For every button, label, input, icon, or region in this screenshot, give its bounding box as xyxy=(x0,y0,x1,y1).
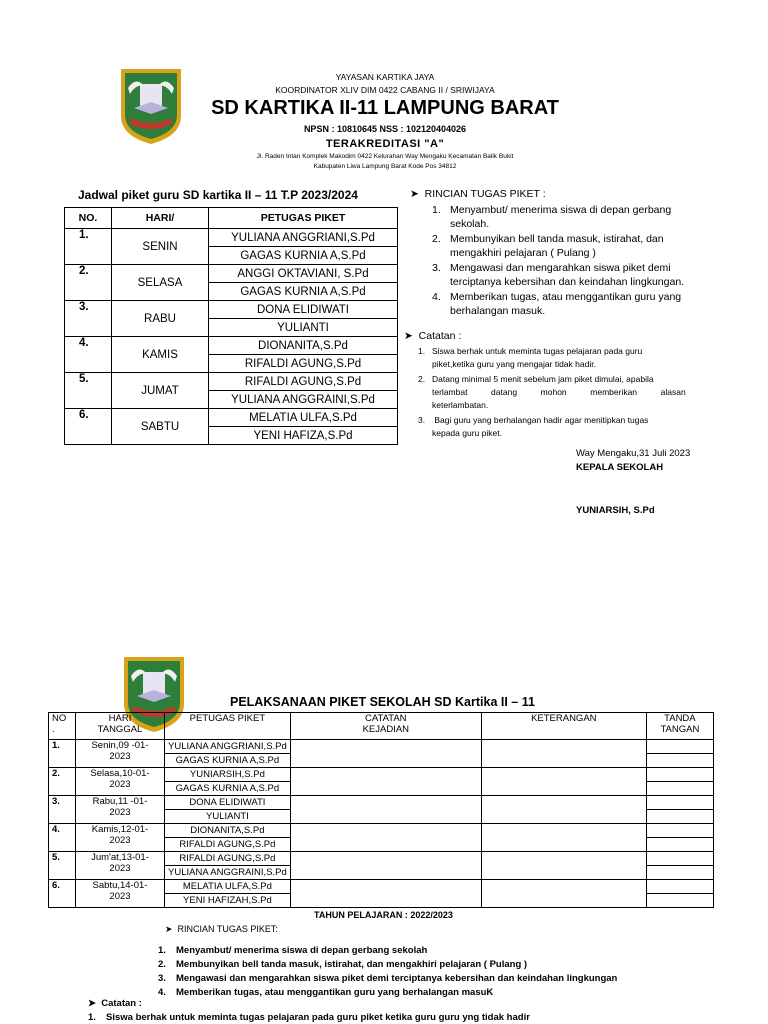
log-no: 6. xyxy=(49,880,76,908)
duty-line: berhalangan masuk. xyxy=(450,305,546,317)
log-col-notes: CATATAN KEJADIAN xyxy=(290,713,481,740)
log-sign-cell[interactable] xyxy=(646,824,713,838)
page2-duty-text: Memberikan tugas, atau menggantikan guru yang berhalangan masuK xyxy=(176,987,494,998)
log-day: Jum'at,13-01- 2023 xyxy=(76,852,165,880)
page2-duty-item xyxy=(158,944,758,958)
schedule-day: SELASA xyxy=(112,265,209,301)
duty-text xyxy=(450,290,681,318)
schedule-row xyxy=(65,265,398,283)
log-row xyxy=(49,768,714,782)
log-staff: YULIANTI xyxy=(165,810,291,824)
log-col-remarks: KETERANGAN xyxy=(481,713,646,740)
note-item xyxy=(418,345,700,371)
duties-heading: RINCIAN TUGAS PIKET : xyxy=(424,188,546,200)
page2-duty-text: Mengawasi dan mengarahkan siswa piket demi terciptanya kebersihan dan keindahan lingkungan xyxy=(176,973,618,984)
log-staff: DONA ELIDIWATI xyxy=(165,796,291,810)
schedule-staff: RIFALDI AGUNG,S.Pd xyxy=(209,355,398,373)
schedule-row xyxy=(65,373,398,391)
duty-item xyxy=(432,232,710,260)
page2-duty-item xyxy=(158,958,758,972)
arrow-bullet-icon: ➤ xyxy=(88,998,102,1009)
address-line-2: Kabupaten Liwa Lampung Barat Kode Pos 34812 xyxy=(313,163,457,170)
log-staff: GAGAS KURNIA A,S.Pd xyxy=(165,754,291,768)
duty-number: 4. xyxy=(432,291,441,303)
note-number: 1. xyxy=(418,346,426,356)
duty-number: 1. xyxy=(432,204,441,216)
school-name: SD KARTIKA II-11 LAMPUNG BARAT xyxy=(211,97,559,119)
schedule-row xyxy=(65,409,398,427)
sign-place-date: Way Mengaku,31 Juli 2023 xyxy=(576,448,691,459)
schedule-row xyxy=(65,229,398,247)
duty-number: 2. xyxy=(432,233,441,245)
schedule-day: JUMAT xyxy=(112,373,209,409)
col-no-header: NO. xyxy=(65,208,112,229)
schedule-staff: ANGGI OKTAVIANI, S.Pd xyxy=(209,265,398,283)
log-staff: RIFALDI AGUNG,S.Pd xyxy=(165,838,291,852)
log-day: Sabtu,14-01- 2023 xyxy=(76,880,165,908)
log-day: Senin,09 -01- 2023 xyxy=(76,740,165,768)
sign-name: YUNIARSIH, S.Pd xyxy=(576,505,655,516)
log-no: 4. xyxy=(49,824,76,852)
schedule-staff: GAGAS KURNIA A,S.Pd xyxy=(209,283,398,301)
col-day-header: HARI/ xyxy=(112,208,209,229)
schedule-no: 2. xyxy=(65,265,112,301)
schedule-no: 6. xyxy=(65,409,112,445)
page2-duties-heading: ➤ RINCIAN TUGAS PIKET: xyxy=(165,924,278,934)
page2-duty-item xyxy=(158,972,758,986)
log-sign-cell[interactable] xyxy=(646,754,713,768)
log-col-no: NO . xyxy=(49,713,76,740)
page2-duty-number: 3. xyxy=(158,973,166,984)
coordinator-line: KOORDINATOR XLIV DIM 0422 CABANG II / SRIWIJAYA xyxy=(275,85,495,95)
duty-line: terciptanya kebersihan dan keindahan lingkungan. xyxy=(450,276,685,288)
log-notes-cell[interactable] xyxy=(290,852,481,880)
log-sign-cell[interactable] xyxy=(646,782,713,796)
duty-line: Memberikan tugas, atau menggantikan guru yang xyxy=(450,291,682,303)
note-line: piket,ketika guru yang mengajar tidak hadir. xyxy=(432,359,596,369)
duty-line: mengakhiri pelajaran ( Pulang ) xyxy=(450,247,596,259)
note-text xyxy=(432,373,700,412)
npsn-line: NPSN : 10810645 NSS : 102120404026 xyxy=(303,124,467,134)
schedule-day: SABTU xyxy=(112,409,209,445)
note-line: Bagi guru yang berhalangan hadir agar menitipkan tugas xyxy=(432,415,649,425)
log-sign-cell[interactable] xyxy=(646,810,713,824)
log-staff: YENI HAFIZAH,S.Pd xyxy=(165,894,291,908)
duty-text xyxy=(450,261,684,289)
duties-section xyxy=(410,187,710,319)
school-logo xyxy=(118,66,184,146)
page2-title: PELAKSANAAN PIKET SEKOLAH SD Kartika II – 11 xyxy=(230,695,535,709)
arrow-bullet-icon: ➤ xyxy=(410,188,425,200)
log-row xyxy=(49,796,714,810)
log-no: 5. xyxy=(49,852,76,880)
log-sign-cell[interactable] xyxy=(646,796,713,810)
log-staff: DIONANITA,S.Pd xyxy=(165,824,291,838)
schedule-staff: DIONANITA,S.Pd xyxy=(209,337,398,355)
page2-duty-item xyxy=(158,986,758,1000)
log-staff: GAGAS KURNIA A,S.Pd xyxy=(165,782,291,796)
log-day: Rabu,11 -01- 2023 xyxy=(76,796,165,824)
schedule-staff: GAGAS KURNIA A,S.Pd xyxy=(209,247,398,265)
log-sign-cell[interactable] xyxy=(646,768,713,782)
log-sign-cell[interactable] xyxy=(646,740,713,754)
log-sign-cell[interactable] xyxy=(646,838,713,852)
schedule-table xyxy=(64,207,398,445)
duty-item xyxy=(432,203,710,231)
school-year: TAHUN PELAJARAN : 2022/2023 xyxy=(314,910,453,920)
schedule-title: Jadwal piket guru SD kartika II – 11 T.P 2023/2024 xyxy=(78,188,358,202)
log-remarks-cell[interactable] xyxy=(481,824,646,852)
page2-duty-text: Menyambut/ menerima siswa di depan gerbang sekolah xyxy=(176,945,428,956)
log-sign-cell[interactable] xyxy=(646,852,713,866)
log-remarks-cell[interactable] xyxy=(481,880,646,908)
log-row xyxy=(49,824,714,838)
schedule-staff: YENI HAFIZA,S.Pd xyxy=(209,427,398,445)
log-day: Kamis,12-01- 2023 xyxy=(76,824,165,852)
log-row xyxy=(49,852,714,866)
log-sign-cell[interactable] xyxy=(646,880,713,894)
log-staff: YUNIARSIH,S.Pd xyxy=(165,768,291,782)
schedule-staff: YULIANA ANGGRIANI,S.Pd xyxy=(209,229,398,247)
log-remarks-cell[interactable] xyxy=(481,852,646,880)
log-staff: YULIANA ANGGRIANI,S.Pd xyxy=(165,740,291,754)
note-line: terlambat datang mohon memberikan alasan xyxy=(432,387,686,397)
schedule-row xyxy=(65,337,398,355)
duty-line: sekolah. xyxy=(450,218,490,230)
log-notes-cell[interactable] xyxy=(290,796,481,824)
log-sign-cell[interactable] xyxy=(646,894,713,908)
address-line-1: Jl. Raden Intan Komplek Makodim 0422 Kelurahan Way Mengaku Kecamatan Balik Bukit xyxy=(256,153,514,160)
duty-line: Mengawasi dan mengarahkan siswa piket demi xyxy=(450,262,671,274)
note-line: keterlambatan. xyxy=(432,400,489,410)
note-line: Datang minimal 5 menit sebelum jam piket dimulai, apabila xyxy=(432,374,654,384)
log-col-staff: PETUGAS PIKET xyxy=(165,713,291,740)
log-notes-cell[interactable] xyxy=(290,824,481,852)
log-col-sign: TANDA TANGAN xyxy=(646,713,713,740)
schedule-day: KAMIS xyxy=(112,337,209,373)
note-line: kepada guru piket. xyxy=(432,428,502,438)
foundation-name: YAYASAN KARTIKA JAYA xyxy=(335,72,435,82)
schedule-no: 4. xyxy=(65,337,112,373)
log-row xyxy=(49,740,714,754)
log-notes-cell[interactable] xyxy=(290,740,481,768)
page2-duty-number: 1. xyxy=(158,945,166,956)
note-text xyxy=(432,345,700,371)
duty-text xyxy=(450,232,664,260)
page2-notes-heading: ➤ Catatan : xyxy=(88,998,142,1009)
schedule-day: RABU xyxy=(112,301,209,337)
schedule-staff: YULIANA ANGGRAINI,S.Pd xyxy=(209,391,398,409)
log-staff: YULIANA ANGGRAINI,S.Pd xyxy=(165,866,291,880)
schedule-row xyxy=(65,301,398,319)
note-text xyxy=(432,414,700,440)
schedule-no: 1. xyxy=(65,229,112,265)
note-number: 2. xyxy=(418,374,426,384)
note-item xyxy=(418,414,700,440)
log-col-day: HARI TANGGAL xyxy=(76,713,165,740)
page2-duty-text: Membunyikan bell tanda masuk, istirahat, dan mengakhiri pelajaran ( Pulang ) xyxy=(176,959,528,970)
arrow-bullet-icon: ➤ xyxy=(165,924,178,934)
duty-number: 3. xyxy=(432,262,441,274)
log-remarks-cell[interactable] xyxy=(481,740,646,768)
duty-item xyxy=(432,261,710,289)
duty-line: Membunyikan bell tanda masuk, istirahat, dan xyxy=(450,233,664,245)
note-item xyxy=(418,373,700,412)
schedule-staff: MELATIA ULFA,S.Pd xyxy=(209,409,398,427)
log-no: 1. xyxy=(49,740,76,768)
note-number: 3. xyxy=(418,415,426,425)
log-remarks-cell[interactable] xyxy=(481,768,646,796)
log-no: 2. xyxy=(49,768,76,796)
schedule-staff: YULIANTI xyxy=(209,319,398,337)
duty-item xyxy=(432,290,710,318)
log-table xyxy=(48,712,714,908)
log-day: Selasa,10-01- 2023 xyxy=(76,768,165,796)
note-line: Siswa berhak untuk meminta tugas pelajaran pada guru xyxy=(432,346,643,356)
arrow-bullet-icon: ➤ xyxy=(404,330,419,342)
duty-text xyxy=(450,203,671,231)
accreditation: TERAKREDITASI "A" xyxy=(325,138,445,150)
schedule-staff: RIFALDI AGUNG,S.Pd xyxy=(209,373,398,391)
notes-heading: Catatan : xyxy=(418,330,462,342)
log-row xyxy=(49,880,714,894)
duty-line: Menyambut/ menerima siswa di depan gerbang xyxy=(450,204,672,216)
page2-duties-list xyxy=(158,944,758,1000)
log-staff: MELATIA ULFA,S.Pd xyxy=(165,880,291,894)
page2-duty-number: 4. xyxy=(158,987,166,998)
sign-role: KEPALA SEKOLAH xyxy=(576,462,664,473)
schedule-staff: DONA ELIDIWATI xyxy=(209,301,398,319)
schedule-no: 3. xyxy=(65,301,112,337)
schedule-day: SENIN xyxy=(112,229,209,265)
log-no: 3. xyxy=(49,796,76,824)
notes-section xyxy=(404,329,700,442)
log-sign-cell[interactable] xyxy=(646,866,713,880)
log-staff: RIFALDI AGUNG,S.Pd xyxy=(165,852,291,866)
schedule-no: 5. xyxy=(65,373,112,409)
log-remarks-cell[interactable] xyxy=(481,796,646,824)
page2-duty-number: 2. xyxy=(158,959,166,970)
log-notes-cell[interactable] xyxy=(290,880,481,908)
col-staff-header: PETUGAS PIKET xyxy=(209,208,398,229)
page2-note-1: 1. Siswa berhak untuk meminta tugas pelajaran pada guru piket ketika guru guru yng tidak hadir xyxy=(88,1012,530,1023)
log-notes-cell[interactable] xyxy=(290,768,481,796)
